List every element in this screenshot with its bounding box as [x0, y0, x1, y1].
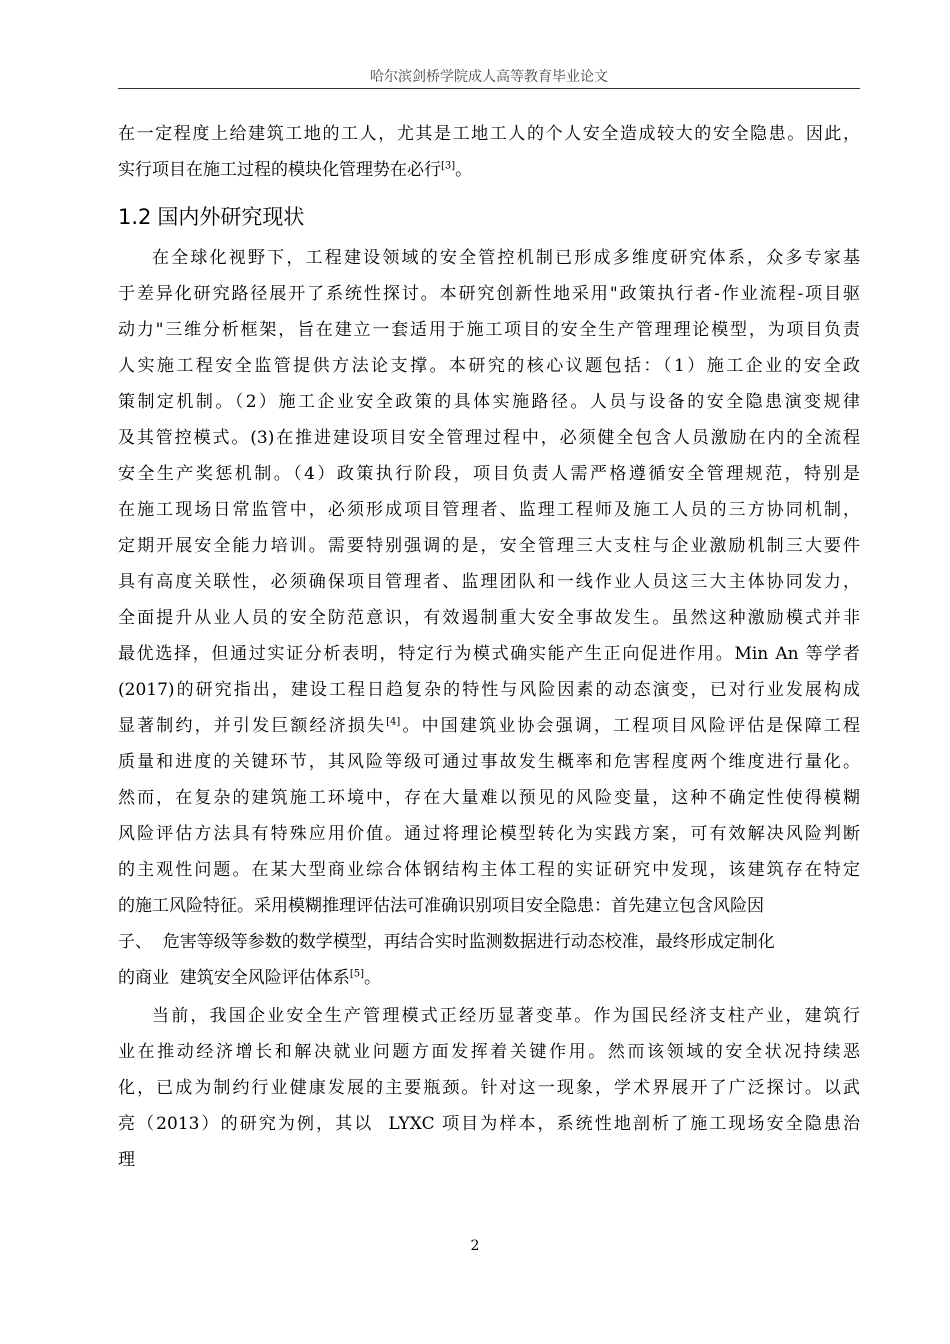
body-line: 于差异化研究路径展开了系统性探讨。本研究创新性地采用"政策执行者-作业流程-项目驱: [118, 284, 860, 304]
body-line: 全面提升从业人员的安全防范意识，有效遏制重大安全事故发生。虽然这种激励模式并非: [118, 608, 860, 628]
section-number: 1.2: [118, 205, 152, 229]
body-line: 风险评估方法具有特殊应用价值。通过将理论模型转化为实践方案，可有效解决风险判断: [118, 824, 860, 844]
section-heading: [118, 202, 310, 232]
body-line: 亮（2013）的研究为例，其以 LYXC 项目为样本，系统性地剖析了施工现场安全隐患治: [118, 1114, 860, 1134]
body-line: 及其管控模式。(3)在推进建设项目安全管理过程中，必须健全包含人员激励在内的全流程: [118, 428, 860, 448]
header-divider: [118, 88, 860, 89]
body-line: 在全球化视野下，工程建设领域的安全管控机制已形成多维度研究体系，众多专家基: [152, 248, 860, 268]
body-line: 策制定机制。（2）施工企业安全政策的具体实施路径。人员与设备的安全隐患演变规律: [118, 392, 860, 412]
page-number: 2: [470, 1238, 480, 1254]
body-line: 化，已成为制约行业健康发展的主要瓶颈。针对这一现象，学术界展开了广泛探讨。以武: [118, 1078, 860, 1098]
body-line: 安全生产奖惩机制。（4）政策执行阶段，项目负责人需严格遵循安全管理规范，特别是: [118, 464, 860, 484]
body-line: 具有高度关联性，必须确保项目管理者、监理团队和一线作业人员这三大主体协同发力，: [118, 572, 860, 592]
section-title: 国内外研究现状: [157, 205, 305, 229]
body-line: 业在推动经济增长和解决就业问题方面发挥着关键作用。然而该领域的安全状况持续恶: [118, 1042, 860, 1062]
body-line: 质量和进度的关键环节，其风险等级可通过事故发生概率和危害程度两个维度进行量化。: [118, 752, 860, 772]
body-line: 当前，我国企业安全生产管理模式正经历显著变革。作为国民经济支柱产业，建筑行: [152, 1006, 860, 1026]
body-line: 实行项目在施工过程的模块化管理势在必行[3]。: [118, 160, 473, 180]
body-line: 人实施工程安全监管提供方法论支撑。本研究的核心议题包括：（1）施工企业的安全政: [118, 356, 860, 376]
citation-ref: [5]: [349, 968, 364, 980]
body-line: 最优选择，但通过实证分析表明，特定行为模式确实能产生正向促进作用。Min An 等学者: [118, 644, 860, 664]
body-line: 显著制约，并引发巨额经济损失[4]。中国建筑业协会强调，工程项目风险评估是保障工程: [118, 716, 861, 736]
body-line: 的商业 建筑安全风险评估体系[5]。: [118, 968, 381, 988]
citation-ref: [4]: [386, 716, 401, 728]
body-line: 理: [118, 1150, 135, 1170]
body-line: 的施工风险特征。采用模糊推理评估法可准确识别项目安全隐患：首先建立包含风险因: [118, 896, 764, 916]
body-line: 在施工现场日常监管中，必须形成项目管理者、监理工程师及施工人员的三方协同机制，: [118, 500, 860, 520]
body-line: 子、 危害等级等参数的数学模型，再结合实时监测数据进行动态校准，最终形成定制化: [118, 932, 775, 952]
body-line: 动力"三维分析框架，旨在建立一套适用于施工项目的安全生产管理理论模型，为项目负责: [118, 320, 860, 340]
page-header: 哈尔滨剑桥学院成人高等教育毕业论文: [370, 69, 608, 85]
citation-ref: [3]: [441, 160, 456, 172]
body-line: 然而，在复杂的建筑施工环境中，存在大量难以预见的风险变量，这种不确定性使得模糊: [118, 788, 860, 808]
body-line: 的主观性问题。在某大型商业综合体钢结构主体工程的实证研究中发现，该建筑存在特定: [118, 860, 860, 880]
body-line: (2017)的研究指出，建设工程日趋复杂的特性与风险因素的动态演变，已对行业发展构成: [118, 680, 860, 700]
body-line: 在一定程度上给建筑工地的工人，尤其是工地工人的个人安全造成较大的安全隐患。因此，: [118, 124, 860, 144]
body-line: 定期开展安全能力培训。需要特别强调的是，安全管理三大支柱与企业激励机制三大要件: [118, 536, 860, 556]
